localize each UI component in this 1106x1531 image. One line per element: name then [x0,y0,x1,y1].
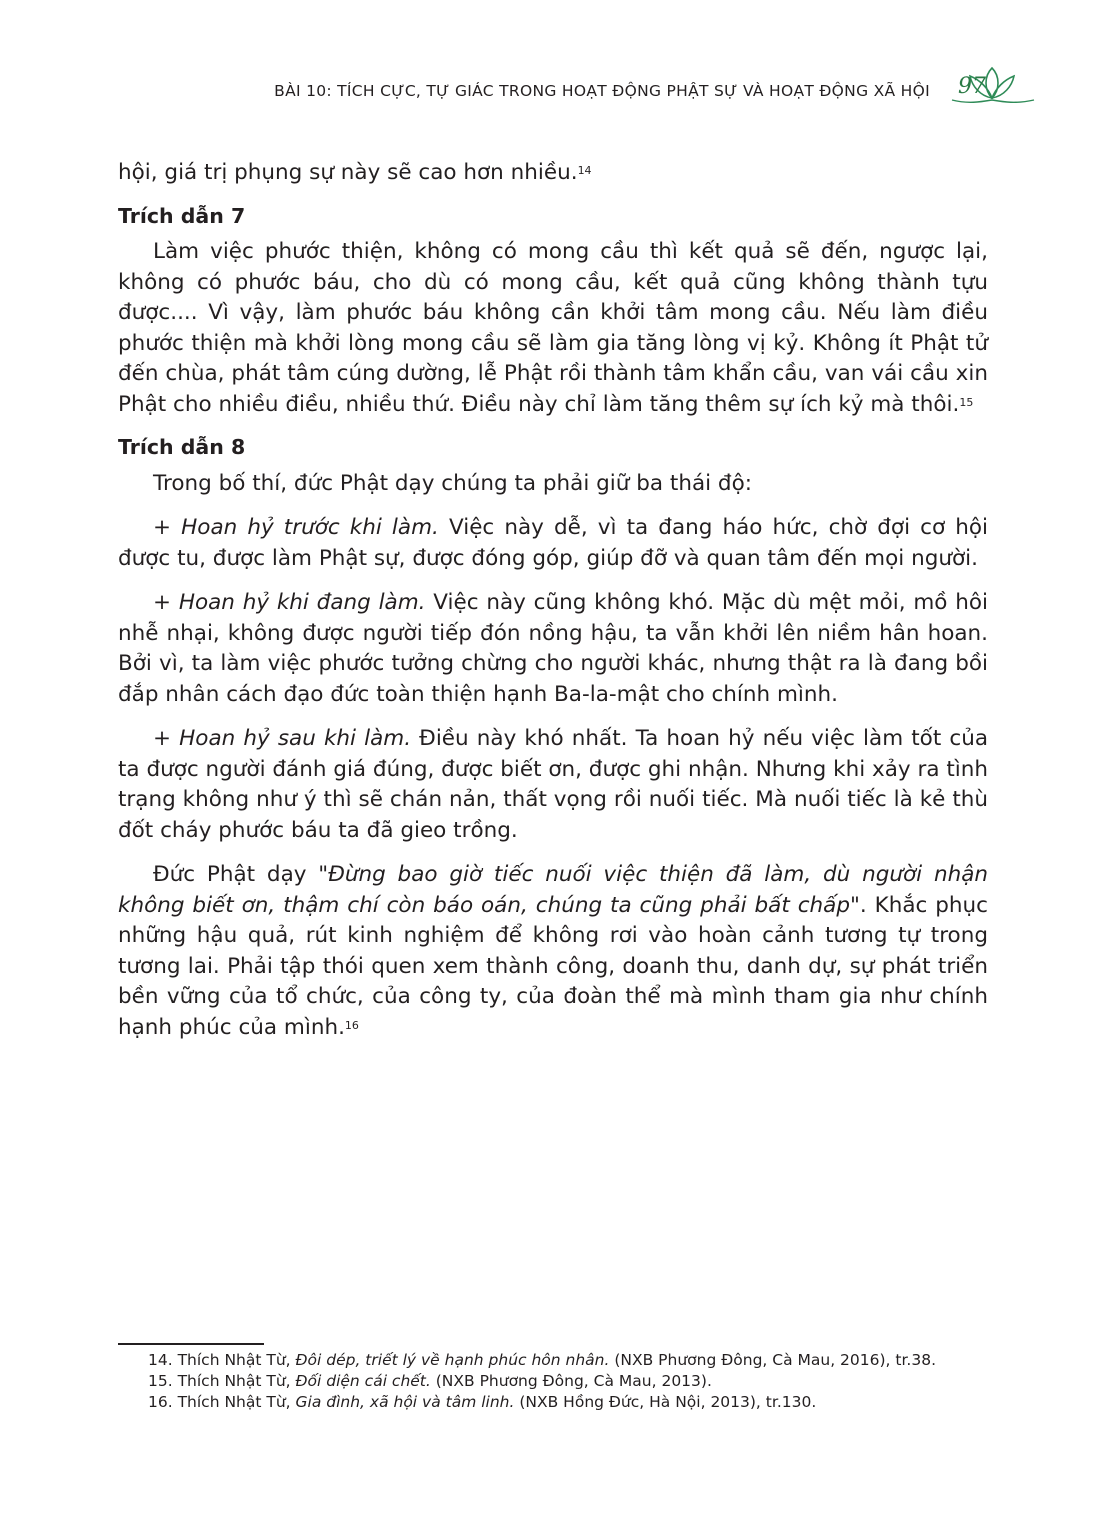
footnote-15: 15. Thích Nhật Từ, Đối diện cái chết. (NXB Phương Đông, Cà Mau, 2013). [148,1372,712,1390]
list-item: + Hoan hỷ trước khi làm. Việc này dễ, vì ta đang háo hức, chờ đợi cơ hội được tu, được làm Phật sự, được đóng góp, giúp đỡ và quan tâm đến mọi người. [118,515,988,571]
chapter-title: BÀI 10: TÍCH CỰC, TỰ GIÁC TRONG HOẠT ĐỘNG PHẬT SỰ VÀ HOẠT ĐỘNG XÃ HỘI [274,82,930,100]
page-number: 97 [958,74,986,99]
footnote-ref: 16 [344,1018,359,1032]
paragraph: Làm việc phước thiện, không có mong cầu thì kết quả sẽ đến, ngược lại, không có phước báu, cho dù có mong cầu, kết quả cũng không thành tựu được.... Vì vậy, làm phước báu không cần khởi tâm mong cầu. Nếu làm điều phước thiện mà khởi lòng mong cầu sẽ làm gia tăng lòng vị kỷ. Không ít Phật tử đến chùa, phát tâm cúng dường, lễ Phật rồi thành tâm khẩn cầu, van vái cầu xin Phật cho nhiều điều, nhiều thứ. Điều này chỉ làm tăng thêm sự ích kỷ mà thôi.$^{15}$ [118,239,988,417]
section-heading-7: Trích dẫn 7 [118,203,246,228]
paragraph: Trong bố thí, đức Phật dạy chúng ta phải giữ ba thái độ: [153,470,752,496]
paragraph: hội, giá trị phụng sự này sẽ cao hơn nhiều.$^{14}$ [118,160,592,185]
page-header [0,62,1106,122]
footnote-divider [118,1343,264,1345]
list-item: + Hoan hỷ sau khi làm. Điều này khó nhất. Ta hoan hỷ nếu việc làm tốt của ta được người đánh giá đúng, được biết ơn, được ghi nhận. Nhưng khi xảy ra tình trạng không như ý thì sẽ chán nản, thất vọng rồi nuối tiếc. Mà nuối tiếc là kẻ thù đốt cháy phước báu ta đã gieo trồng. [118,726,988,843]
section-heading-8: Trích dẫn 8 [118,435,246,459]
main-content [118,158,988,1043]
footnote-16: 16. Thích Nhật Từ, Gia đình, xã hội và tâm linh. (NXB Hồng Đức, Hà Nội, 2013), tr.130. [148,1393,817,1411]
footnotes [118,1350,998,1413]
footnote-ref: 14 [577,164,592,177]
paragraph: Đức Phật dạy "Đừng bao giờ tiếc nuối việc thiện đã làm, dù người nhận không biết ơn, thậm chí còn báo oán, chúng ta cũng phải bất chấp". Khắc phục những hậu quả, rút kinh nghiệm để không rơi vào hoàn cảnh tương tự trong tương lai. Phải tập thói quen xem thành công, doanh thu, danh dự, sự phát triển bền vững của tổ chức, của công ty, của đoàn thể mà mình tham gia như chính hạnh phúc của mình.$^{16}$ [118,862,988,1040]
footnote-14: 14. Thích Nhật Từ, Đôi dép, triết lý về hạnh phúc hôn nhân. (NXB Phương Đông, Cà Mau, 2016), tr.38. [148,1351,937,1369]
footnote-ref: 15 [959,395,974,409]
list-item: + Hoan hỷ khi đang làm. Việc này cũng không khó. Mặc dù mệt mỏi, mồ hôi nhễ nhại, không được người tiếp đón nồng hậu, ta vẫn khởi lên niềm hân hoan. Bởi vì, ta làm việc phước tưởng chừng cho người khác, nhưng thật ra là đang bồi đắp nhân cách đạo đức toàn thiện hạnh Ba-la-mật cho chính mình. [118,590,988,707]
